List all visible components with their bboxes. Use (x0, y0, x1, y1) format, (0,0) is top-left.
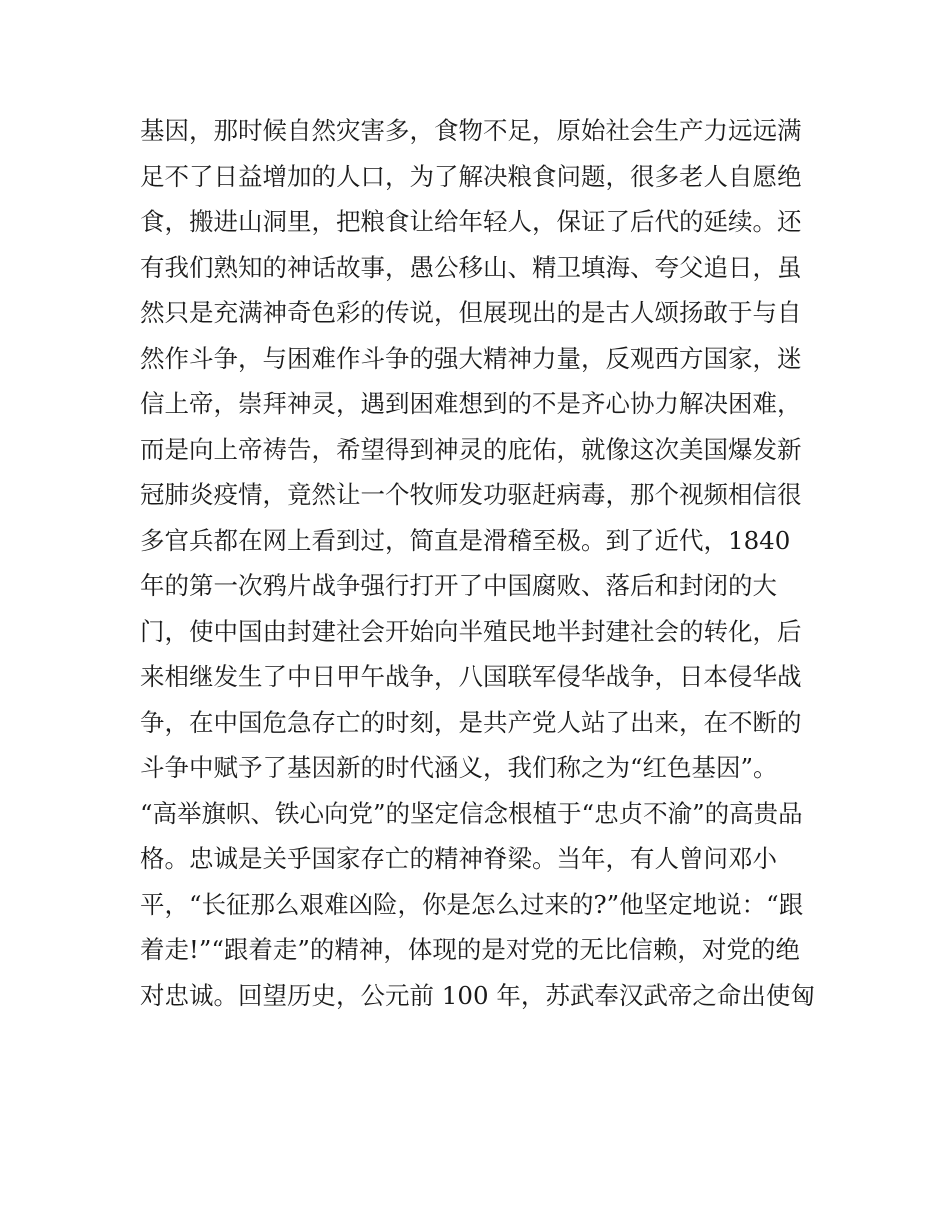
text-line: 来相继发生了中日甲午战争，八国联军侵华战争，日本侵华战 (140, 662, 802, 691)
text-line: 门，使中国由封建社会开始向半殖民地半封建社会的转化，后 (140, 616, 802, 646)
text-line: 格。忠诚是关乎国家存亡的精神脊梁。当年，有人曾问邓小 (140, 844, 777, 873)
text-line: 对忠诚。回望历史，公元前 100 年，苏武奉汉武帝之命出使匈 (140, 980, 815, 1010)
text-line: 冠肺炎疫情，竟然让一个牧师发功驱赶病毒，那个视频相信很 (140, 480, 802, 509)
text-line: 着走!”“跟着走”的精神，体现的是对党的无比信赖，对党的绝 (140, 935, 800, 964)
text-line: 年的第一次鸦片战争强行打开了中国腐败、落后和封闭的大 (140, 571, 777, 600)
text-line: 多官兵都在网上看到过，简直是滑稽至极。到了近代，1840 (140, 525, 791, 555)
text-line: 有我们熟知的神话故事，愚公移山、精卫填海、夸父追日，虽 (140, 252, 802, 282)
text-line: 然只是充满神奇色彩的传说，但展现出的是古人颂扬敢于与自 (140, 298, 802, 327)
text-line: “高举旗帜、铁心向党”的坚定信念根植于“忠贞不渝”的高贵品 (140, 798, 803, 828)
text-line: 基因，那时候自然灾害多，食物不足，原始社会生产力远远满 (140, 116, 802, 145)
body-text (140, 108, 820, 1018)
text-line: 然作斗争，与困难作斗争的强大精神力量，反观西方国家，迷 (140, 343, 802, 373)
text-line: 足不了日益增加的人口，为了解决粮食问题，很多老人自愿绝 (140, 161, 802, 191)
text-line: 斗争中赋予了基因新的时代涵义，我们称之为“红色基因”。 (140, 753, 778, 782)
text-line: 信上帝，崇拜神灵，遇到困难想到的不是齐心协力解决困难， (140, 389, 802, 418)
text-line: 食，搬进山洞里，把粮食让给年轻人，保证了后代的延续。还 (140, 207, 802, 236)
text-line: 争，在中国危急存亡的时刻，是共产党人站了出来，在不断的 (140, 707, 802, 737)
text-line: 而是向上帝祷告，希望得到神灵的庇佑，就像这次美国爆发新 (140, 434, 802, 464)
text-line: 平，“长征那么艰难凶险，你是怎么过来的?”他坚定地说：“跟 (140, 889, 804, 919)
